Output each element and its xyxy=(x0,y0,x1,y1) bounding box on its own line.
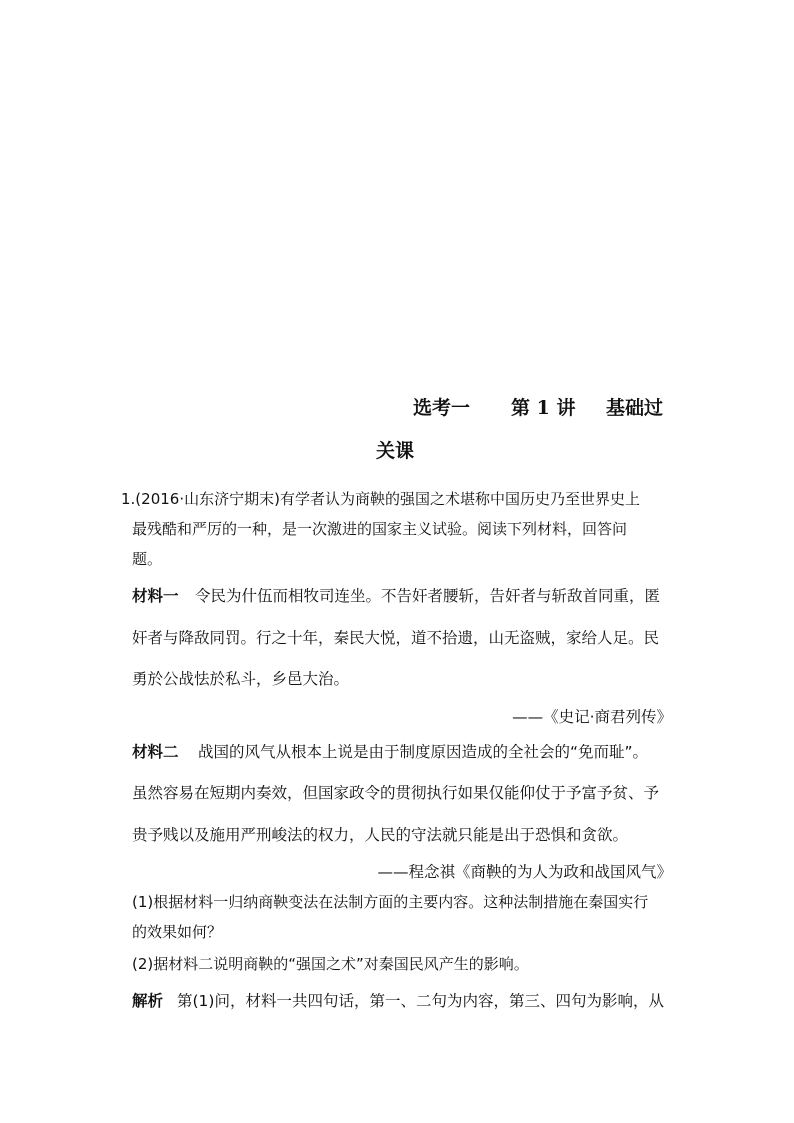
material-1-line-1: 令民为什伍而相牧司连坐。不告奸者腰斩，告奸者与斩敌首同重，匿 xyxy=(195,587,661,605)
material-1-source: ——《史记·商君列传》 xyxy=(512,708,672,726)
material-2-line-1: 战国的风气从根本上说是由于制度原因造成的全社会的“免而耻”。 xyxy=(198,743,649,761)
heading-part-1: 选考一 xyxy=(413,397,471,419)
question-line-3: 题。 xyxy=(132,550,163,568)
material-2-line-3: 贵予贱以及施用严刑峻法的权力，人民的守法就只能是出于恐惧和贪欲。 xyxy=(132,826,629,844)
sub-question-2: (2)据材料二说明商鞅的“强国之术”对秦国民风产生的影响。 xyxy=(132,955,529,973)
material-2-label: 材料二 xyxy=(132,743,179,761)
sub-question-1-line-1: (1)根据材料一归纳商鞅变法在法制方面的主要内容。这种法制措施在秦国实行 xyxy=(132,893,649,911)
material-1-line-2: 奸者与降敌同罚。行之十年，秦民大悦，道不拾遗，山无盗贼，家给人足。民 xyxy=(132,629,660,647)
analysis-line-1: 第(1)问，材料一共四句话，第一、二句为内容，第三、四句为影响，从 xyxy=(177,992,664,1010)
heading-part-2: 第 1 讲 xyxy=(511,397,576,419)
heading-part-3: 基础过 xyxy=(606,397,664,419)
sub-question-1-line-2: 的效果如何？ xyxy=(132,923,223,941)
heading-part-4: 关课 xyxy=(376,440,415,462)
analysis-label: 解析 xyxy=(132,992,164,1010)
material-2-line-2: 虽然容易在短期内奏效，但国家政令的贯彻执行如果仅能仰仗于予富予贫、予 xyxy=(132,784,660,802)
material-2-source: ——程念祺《商鞅的为人为政和战国风气》 xyxy=(377,863,672,881)
question-line-2: 最残酷和严厉的一种，是一次激进的国家主义试验。阅读下列材料，回答问 xyxy=(132,520,628,538)
question-line-1: 1.(2016·山东济宁期末)有学者认为商鞅的强国之术堪称中国历史乃至世界史上 xyxy=(121,490,640,508)
material-1-label: 材料一 xyxy=(132,587,179,605)
material-1-line-3: 勇於公战怯於私斗，乡邑大治。 xyxy=(132,670,350,688)
